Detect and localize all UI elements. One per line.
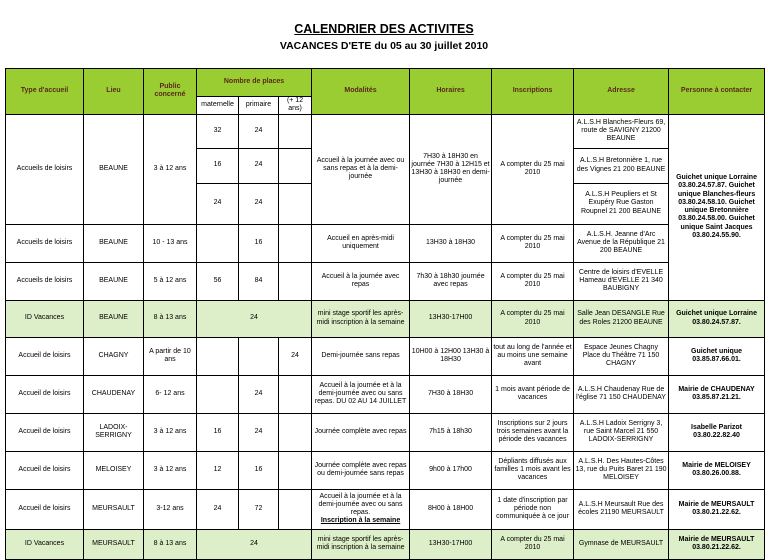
cell-inscriptions: tout au long de l'année et au moins une semaine avant <box>492 337 574 375</box>
cell-modalites <box>312 489 410 529</box>
cell-inscriptions: A compter du 25 mai 2010 <box>492 262 574 300</box>
cell-contact: Mairie de CHAUDENAY 03.85.87.21.21. <box>669 375 765 413</box>
header-type: Type d'accueil <box>6 69 84 115</box>
cell-public: 3-12 ans <box>144 489 197 529</box>
cell-horaires: 10H00 à 12H00 13H30 à 18H30 <box>410 337 492 375</box>
header-places: Nombre de places <box>197 69 312 97</box>
header-row <box>6 69 765 97</box>
header-horaires: Horaires <box>410 69 492 115</box>
cell-public: 6- 12 ans <box>144 375 197 413</box>
cell-maternelle: 12 <box>197 451 239 489</box>
cell-contact: Mairie de MELOISEY 03.80.26.00.88. <box>669 451 765 489</box>
cell-adresse: Gymnase de MEURSAULT <box>574 529 669 559</box>
header-maternelle: maternelle <box>197 97 239 115</box>
cell-plus12 <box>279 148 312 183</box>
cell-adresse: A.L.S.H Bretonnière 1, rue des Vignes 21 200 BEAUNE <box>574 148 669 183</box>
cell-contact: Guichet unique Lorraine 03.80.24.57.87. <box>669 300 765 337</box>
header-lieu: Lieu <box>84 69 144 115</box>
cell-type: Accueils de loisirs <box>6 262 84 300</box>
cell-lieu: BEAUNE <box>84 262 144 300</box>
cell-contact: Mairie de MEURSAULT 03.80.21.22.62. <box>669 489 765 529</box>
cell-horaires: 13H30-17H00 <box>410 529 492 559</box>
cell-adresse: A.L.S.H Chaudenay Rue de l'église 71 150 CHAUDENAY <box>574 375 669 413</box>
table-row <box>6 489 765 529</box>
cell-inscriptions: 1 date d'inscription par période non communiquée à ce jour <box>492 489 574 529</box>
cell-inscriptions: Dépliants diffusés aux familles 1 mois avant les vacances <box>492 451 574 489</box>
cell-plus12 <box>279 413 312 451</box>
cell-inscriptions: A compter du 25 mai 2010 <box>492 529 574 559</box>
cell-type: Accueil de loisirs <box>6 337 84 375</box>
table-row <box>6 337 765 375</box>
cell-adresse: A.L.S.H Peupliers et St Exupéry Rue Gaston Roupnel 21 200 BEAUNE <box>574 183 669 224</box>
cell-lieu: LADOIX-SERRIGNY <box>84 413 144 451</box>
cell-type: Accueils de loisirs <box>6 224 84 262</box>
cell-public: 8 à 13 ans <box>144 529 197 559</box>
table-row <box>6 413 765 451</box>
header-contact: Personne à contacter <box>669 69 765 115</box>
cell-places-merged: 24 <box>197 300 312 337</box>
cell-lieu: CHAUDENAY <box>84 375 144 413</box>
cell-type: Accueil de loisirs <box>6 489 84 529</box>
cell-public: 8 à 13 ans <box>144 300 197 337</box>
cell-adresse: A.L.S.H Ladoix Serrigny 3, rue Saint Marcel 21 550 LADOIX-SERRIGNY <box>574 413 669 451</box>
cell-maternelle <box>197 337 239 375</box>
cell-contact: Guichet unique Lorraine 03.80.24.57.87. Guichet unique Blanches-fleurs 03.80.24.58.10. Guichet unique Bretonnière 03.80.24.58.00. Guichet unique Saint Jacques 03.80.24.55.90. <box>669 114 765 300</box>
cell-lieu: BEAUNE <box>84 224 144 262</box>
cell-lieu: MEURSAULT <box>84 529 144 559</box>
cell-type: ID Vacances <box>6 300 84 337</box>
cell-maternelle: 32 <box>197 114 239 148</box>
table-row <box>6 300 765 337</box>
header-public: Public concerné <box>144 69 197 115</box>
cell-plus12 <box>279 183 312 224</box>
cell-public: 3 à 12 ans <box>144 114 197 224</box>
cell-inscriptions: A compter du 25 mai 2010 <box>492 300 574 337</box>
cell-contact: Guichet unique 03.85.87.66.01. <box>669 337 765 375</box>
cell-primaire <box>239 337 279 375</box>
cell-modalites: mini stage sportif les après-midi inscription à la semaine <box>312 529 410 559</box>
cell-inscriptions: Inscriptions sur 2 jours trois semaines avant la période des vacances <box>492 413 574 451</box>
cell-lieu: MELOISEY <box>84 451 144 489</box>
cell-type: Accueil de loisirs <box>6 413 84 451</box>
cell-adresse: A.L.S.H Blanches-Fleurs 69, route de SAVIGNY 21200 BEAUNE <box>574 114 669 148</box>
cell-public: 3 à 12 ans <box>144 451 197 489</box>
cell-maternelle: 24 <box>197 183 239 224</box>
cell-contact: Isabelle Parizot 03.80.22.82.40 <box>669 413 765 451</box>
cell-maternelle: 56 <box>197 262 239 300</box>
cell-horaires: 9h00 à 17h00 <box>410 451 492 489</box>
cell-adresse: Espace Jeunes Chagny Place du Théâtre 71 150 CHAGNY <box>574 337 669 375</box>
cell-horaires: 7h30 à 18h30 journée avec repas <box>410 262 492 300</box>
cell-contact: Mairie de MEURSAULT 03.80.21.22.62. <box>669 529 765 559</box>
cell-primaire: 16 <box>239 224 279 262</box>
cell-modalites: Accueil à la journée avec repas <box>312 262 410 300</box>
cell-horaires: 8H00 à 18H00 <box>410 489 492 529</box>
cell-primaire: 84 <box>239 262 279 300</box>
header-primaire: primaire <box>239 97 279 115</box>
table-row <box>6 375 765 413</box>
cell-modalites: Journée complète avec repas ou demi-journée sans repas <box>312 451 410 489</box>
cell-primaire: 24 <box>239 375 279 413</box>
cell-public: 10 - 13 ans <box>144 224 197 262</box>
cell-lieu: BEAUNE <box>84 114 144 224</box>
cell-horaires: 7H30 à 18H30 en journée 7H30 à 12H15 et 13H30 à 18H30 en demi-journée <box>410 114 492 224</box>
cell-horaires: 7h15 à 18h30 <box>410 413 492 451</box>
cell-public: A partir de 10 ans <box>144 337 197 375</box>
table-row <box>6 114 765 148</box>
cell-inscriptions: A compter du 25 mai 2010 <box>492 114 574 224</box>
modalites-emphasis: Inscription à la semaine <box>320 517 401 525</box>
cell-maternelle <box>197 224 239 262</box>
cell-lieu: MEURSAULT <box>84 489 144 529</box>
cell-type: Accueil de loisirs <box>6 451 84 489</box>
header-adresse: Adresse <box>574 69 669 115</box>
page-subtitle: VACANCES D'ETE du 05 au 30 juillet 2010 <box>279 40 489 52</box>
cell-maternelle: 16 <box>197 413 239 451</box>
header-inscriptions: Inscriptions <box>492 69 574 115</box>
cell-modalites: Accueil en après-midi uniquement <box>312 224 410 262</box>
cell-plus12 <box>279 375 312 413</box>
cell-lieu: BEAUNE <box>84 300 144 337</box>
cell-public: 5 à 12 ans <box>144 262 197 300</box>
cell-primaire: 24 <box>239 183 279 224</box>
cell-modalites: Accueil à la journée avec ou sans repas et à la demi-journée <box>312 114 410 224</box>
cell-horaires: 13H30-17H00 <box>410 300 492 337</box>
cell-inscriptions: A compter du 25 mai 2010 <box>492 224 574 262</box>
cell-plus12 <box>279 489 312 529</box>
cell-plus12 <box>279 114 312 148</box>
cell-type: Accueil de loisirs <box>6 375 84 413</box>
cell-horaires: 13H30 à 18H30 <box>410 224 492 262</box>
table-row <box>6 224 765 262</box>
cell-plus12 <box>279 262 312 300</box>
header-modalites: Modalités <box>312 69 410 115</box>
activities-table <box>5 68 765 560</box>
cell-adresse: Centre de loisirs d'EVELLE Hameau d'EVELLE 21 340 BAUBIGNY <box>574 262 669 300</box>
cell-lieu: CHAGNY <box>84 337 144 375</box>
table-row <box>6 529 765 559</box>
cell-primaire: 24 <box>239 114 279 148</box>
cell-adresse: A.L.S.H Meursault Rue des écoles 21190 MEURSAULT <box>574 489 669 529</box>
modalites-text: Accueil à la journée et à la demi-journée avec ou sans repas. <box>318 492 403 516</box>
cell-maternelle: 24 <box>197 489 239 529</box>
cell-adresse: Salle Jean DESANGLE Rue des Roles 21200 BEAUNE <box>574 300 669 337</box>
cell-horaires: 7H30 à 18H30 <box>410 375 492 413</box>
cell-modalites: Journée complète avec repas <box>312 413 410 451</box>
cell-adresse: A.L.S.H. Jeanne d'Arc Avenue de la République 21 200 BEAUNE <box>574 224 669 262</box>
cell-plus12 <box>279 224 312 262</box>
cell-primaire: 72 <box>239 489 279 529</box>
cell-maternelle: 16 <box>197 148 239 183</box>
cell-primaire: 16 <box>239 451 279 489</box>
cell-adresse: A.L.S.H. Des Hautes-Côtes 13, rue du Puits Baret 21 190 MELOISEY <box>574 451 669 489</box>
cell-public: 3 à 12 ans <box>144 413 197 451</box>
cell-primaire: 24 <box>239 148 279 183</box>
cell-modalites: Accueil à la journée et à la demi-journée avec ou sans repas. DU 02 AU 14 JUILLET <box>312 375 410 413</box>
cell-type: Accueils de loisirs <box>6 114 84 224</box>
table-row <box>6 262 765 300</box>
cell-plus12: 24 <box>279 337 312 375</box>
cell-type: ID Vacances <box>6 529 84 559</box>
cell-maternelle <box>197 375 239 413</box>
cell-primaire: 24 <box>239 413 279 451</box>
cell-plus12 <box>279 451 312 489</box>
header-plus12: (+ 12 ans) <box>279 97 312 115</box>
cell-modalites: mini stage sportif les après-midi inscription à la semaine <box>312 300 410 337</box>
cell-places-merged: 24 <box>197 529 312 559</box>
table-row <box>6 451 765 489</box>
cell-inscriptions: 1 mois avant période de vacances <box>492 375 574 413</box>
cell-modalites: Demi-journée sans repas <box>312 337 410 375</box>
page-title: CALENDRIER DES ACTIVITES <box>294 22 474 36</box>
